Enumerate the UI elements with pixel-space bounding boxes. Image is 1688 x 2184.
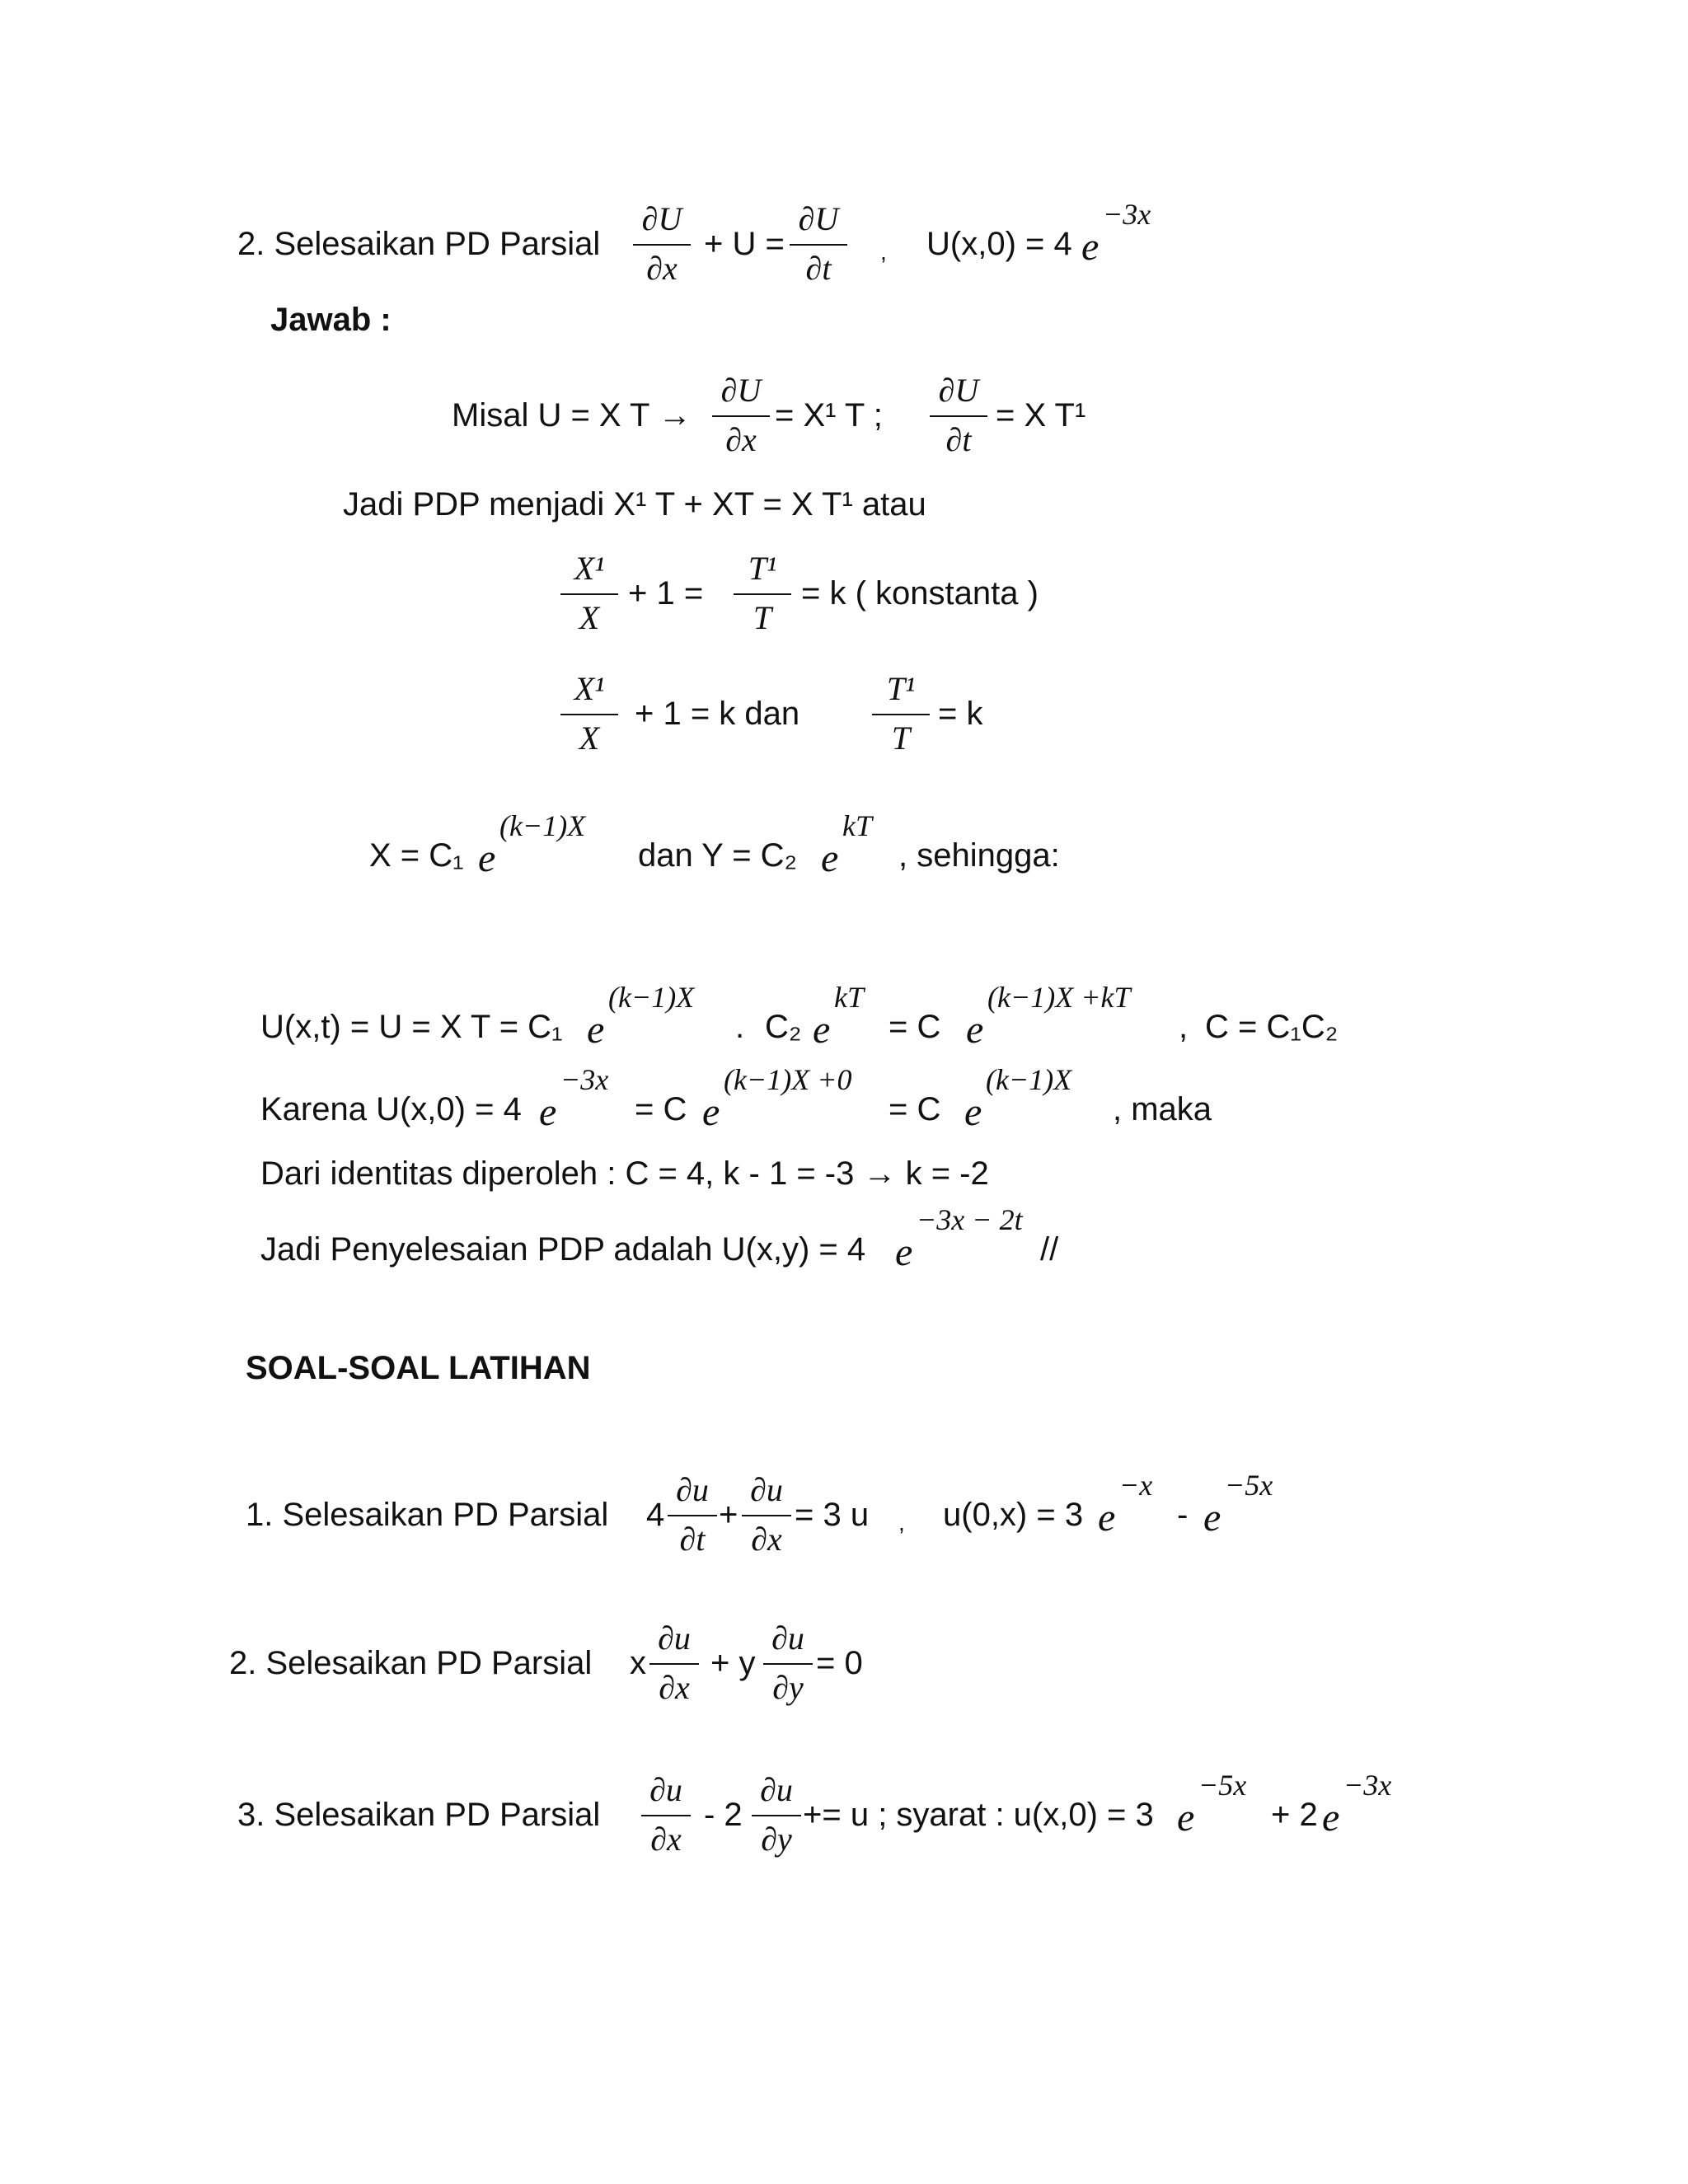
problem-statement: 2. Selesaikan PD Parsial ∂U ∂x + U = ∂U ∂t , U(x,0) = 4 e −3x [237,198,1151,287]
initial-condition-substitution: Karena U(x,0) = 4 e −3x = C e (k−1)X +0 = C e (k−1)X , maka [260,1063,1212,1134]
separated-equations-line: X¹ X + 1 = k dan T¹ T = k [560,668,1302,760]
answer-heading: Jawab : [270,302,392,338]
problem-label: 2. Selesaikan PD Parsial [237,226,601,262]
separation-constant-line: X¹ X + 1 = T¹ T = k ( konstanta ) [560,547,1302,640]
identity-result: Dari identitas diperoleh : C = 4, k - 1 = -3 → k = -2 [260,1155,989,1192]
product-solution-line: U(x,t) = U = X T = C₁ e (k−1)X . C₂ e kT = C e (k−1)X +kT , C = C₁C₂ [260,981,1339,1052]
pdp-becomes-line: Jadi PDP menjadi X¹ T + XT = X T¹ atau [343,486,926,523]
initial-condition: U(x,0) = 4 [926,226,1072,262]
exercise-2: 2. Selesaikan PD Parsial x ∂u ∂x + y ∂u ∂y = 0 [229,1619,863,1706]
general-solution-factors: X = C₁ e (k−1)X dan Y = C₂ e kT , sehingga: [369,809,1060,880]
final-solution: Jadi Penyelesaian PDP adalah U(x,y) = 4 e −3x − 2t // [260,1203,1059,1274]
substitution-line: Misal U = X T → ∂U ∂x = X¹ T ; ∂U ∂t = X T¹ [452,372,1086,458]
exercises-heading: SOAL-SOAL LATIHAN [246,1350,591,1386]
exercise-3: 3. Selesaikan PD Parsial ∂u ∂x - 2 ∂u ∂y += u ; syarat : u(x,0) = 3 e −5x + 2 e −3x [237,1769,1392,1858]
exercise-1: 1. Selesaikan PD Parsial 4 ∂u ∂t + ∂u ∂x = 3 u , u(0,x) = 3 e −x - e −5x [246,1469,1273,1558]
